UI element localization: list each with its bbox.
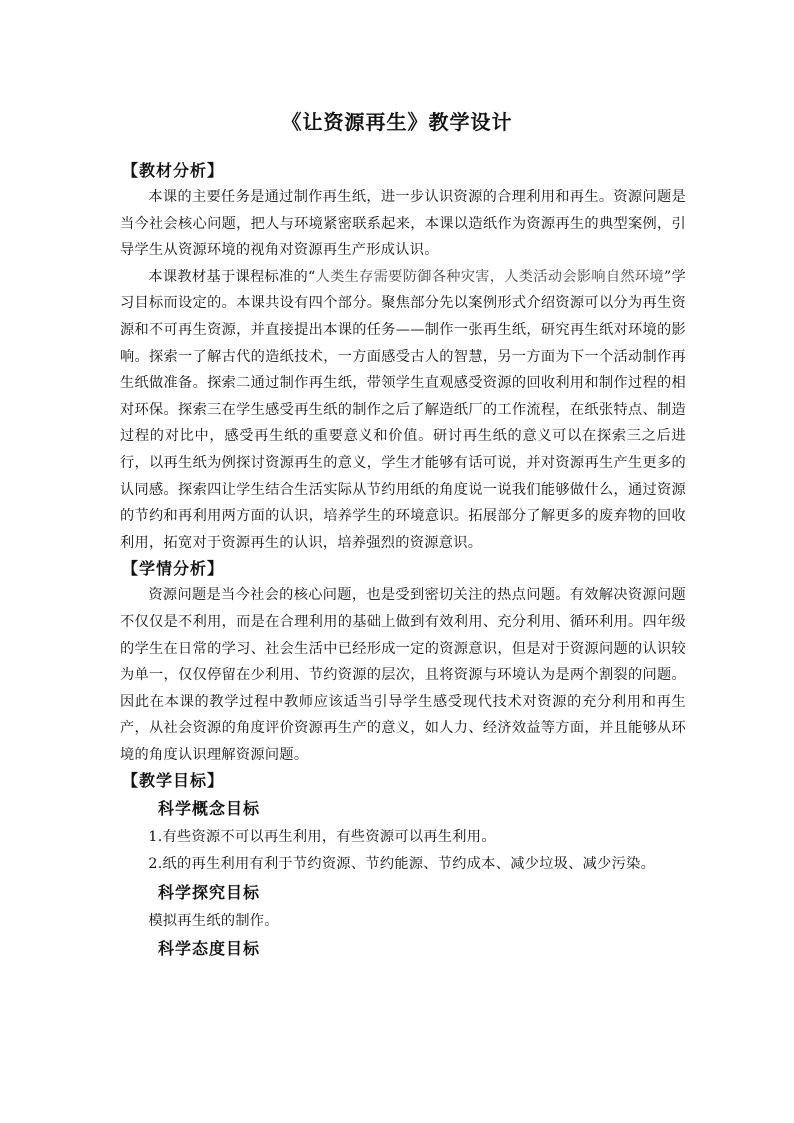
paragraph-textbook-2-start: 本课教材基于课程标准的“ bbox=[148, 268, 316, 285]
paragraph-textbook-1: 本课的主要任务是通过制作再生纸，进一步认识资源的合理利用和再生。资源问题是当今社会核心问题，把人与环境紧密联系起来，本课以造纸作为资源再生的典型案例，引导学生从资源环境的视角对资源再生产形成认识。 bbox=[120, 189, 686, 259]
list-item: 2.纸的再生利用有利于节约资源、节约能源、节约成本、减少垃圾、减少污染。 bbox=[148, 856, 656, 873]
document-body bbox=[120, 158, 686, 964]
paragraph-students-1: 资源问题是当今社会的核心问题，也是受到密切关注的热点问题。有效解决资源问题不仅仅是不利用，而是在合理利用的基础上做到有效利用、充分利用、循环利用。四年级的学生在日常的学习、社会生活中已经形成一定的资源意识，但是对于资源问题的认识较为单一，仅仅停留在少利用、节约资源的层次，且将资源与环境认为是两个割裂的问题。因此在本课的教学过程中教师应该适当引导学生感受现代技术对资源的充分利用和再生产，从社会资源的角度评价资源再生产的意义，如人力、经济效益等方面，并且能够从环境的角度认识理解资源问题。 bbox=[120, 587, 686, 763]
list-item: 模拟再生纸的制作。 bbox=[148, 912, 279, 929]
subheading-inquiry-goals: 科学探究目标 bbox=[158, 882, 261, 902]
subheading-attitude-goals: 科学态度目标 bbox=[158, 939, 261, 959]
page-title: 《让资源再生》教学设计 bbox=[281, 110, 513, 134]
section-heading-textbook-analysis: 【教材分析】 bbox=[122, 161, 225, 180]
curriculum-quote: 人类生存需要防御各种灾害，人类活动会影响自然环境 bbox=[315, 268, 664, 285]
paragraph-textbook-2 bbox=[120, 264, 686, 557]
section-heading-student-analysis: 【学情分析】 bbox=[122, 559, 225, 579]
paragraph-textbook-2-rest: ”学习目标而设定的。本课共设有四个部分。聚焦部分先以案例形式介绍资源可以分为再生资源和不可再生资源，并直接提出本课的任务——制作一张再生纸，研究再生纸对环境的影响。探索一了解古代的造纸技术，一方面感受古人的智慧，另一方面为下一个活动制作再生纸做准备。探索二通过制作再生纸，带领学生直观感受资源的回收利用和制作过程的相对环保。探索三在学生感受再生纸的制作之后了解造纸厂的工作流程，在纸张特点、制造过程的对比中，感受再生纸的重要意义和价值。研讨再生纸的意义可以在探索三之后进行，以再生纸为例探讨资源再生的意义，学生才能够有话可说，并对资源再生产生更多的认同感。探索四让学生结合生活实际从节约用纸的角度说一说我们能够做什么，通过资源的节约和再利用两方面的认识，培养学生的环境意识。拓展部分了解更多的废弃物的回收利用，拓宽对于资源再生的认识，培养强烈的资源意识。 bbox=[120, 268, 687, 551]
list-item: 1.有些资源不可以再生利用，有些资源可以再生利用。 bbox=[148, 829, 496, 846]
section-heading-teaching-goals: 【教学目标】 bbox=[122, 771, 225, 791]
subheading-concept-goals: 科学概念目标 bbox=[158, 799, 261, 819]
